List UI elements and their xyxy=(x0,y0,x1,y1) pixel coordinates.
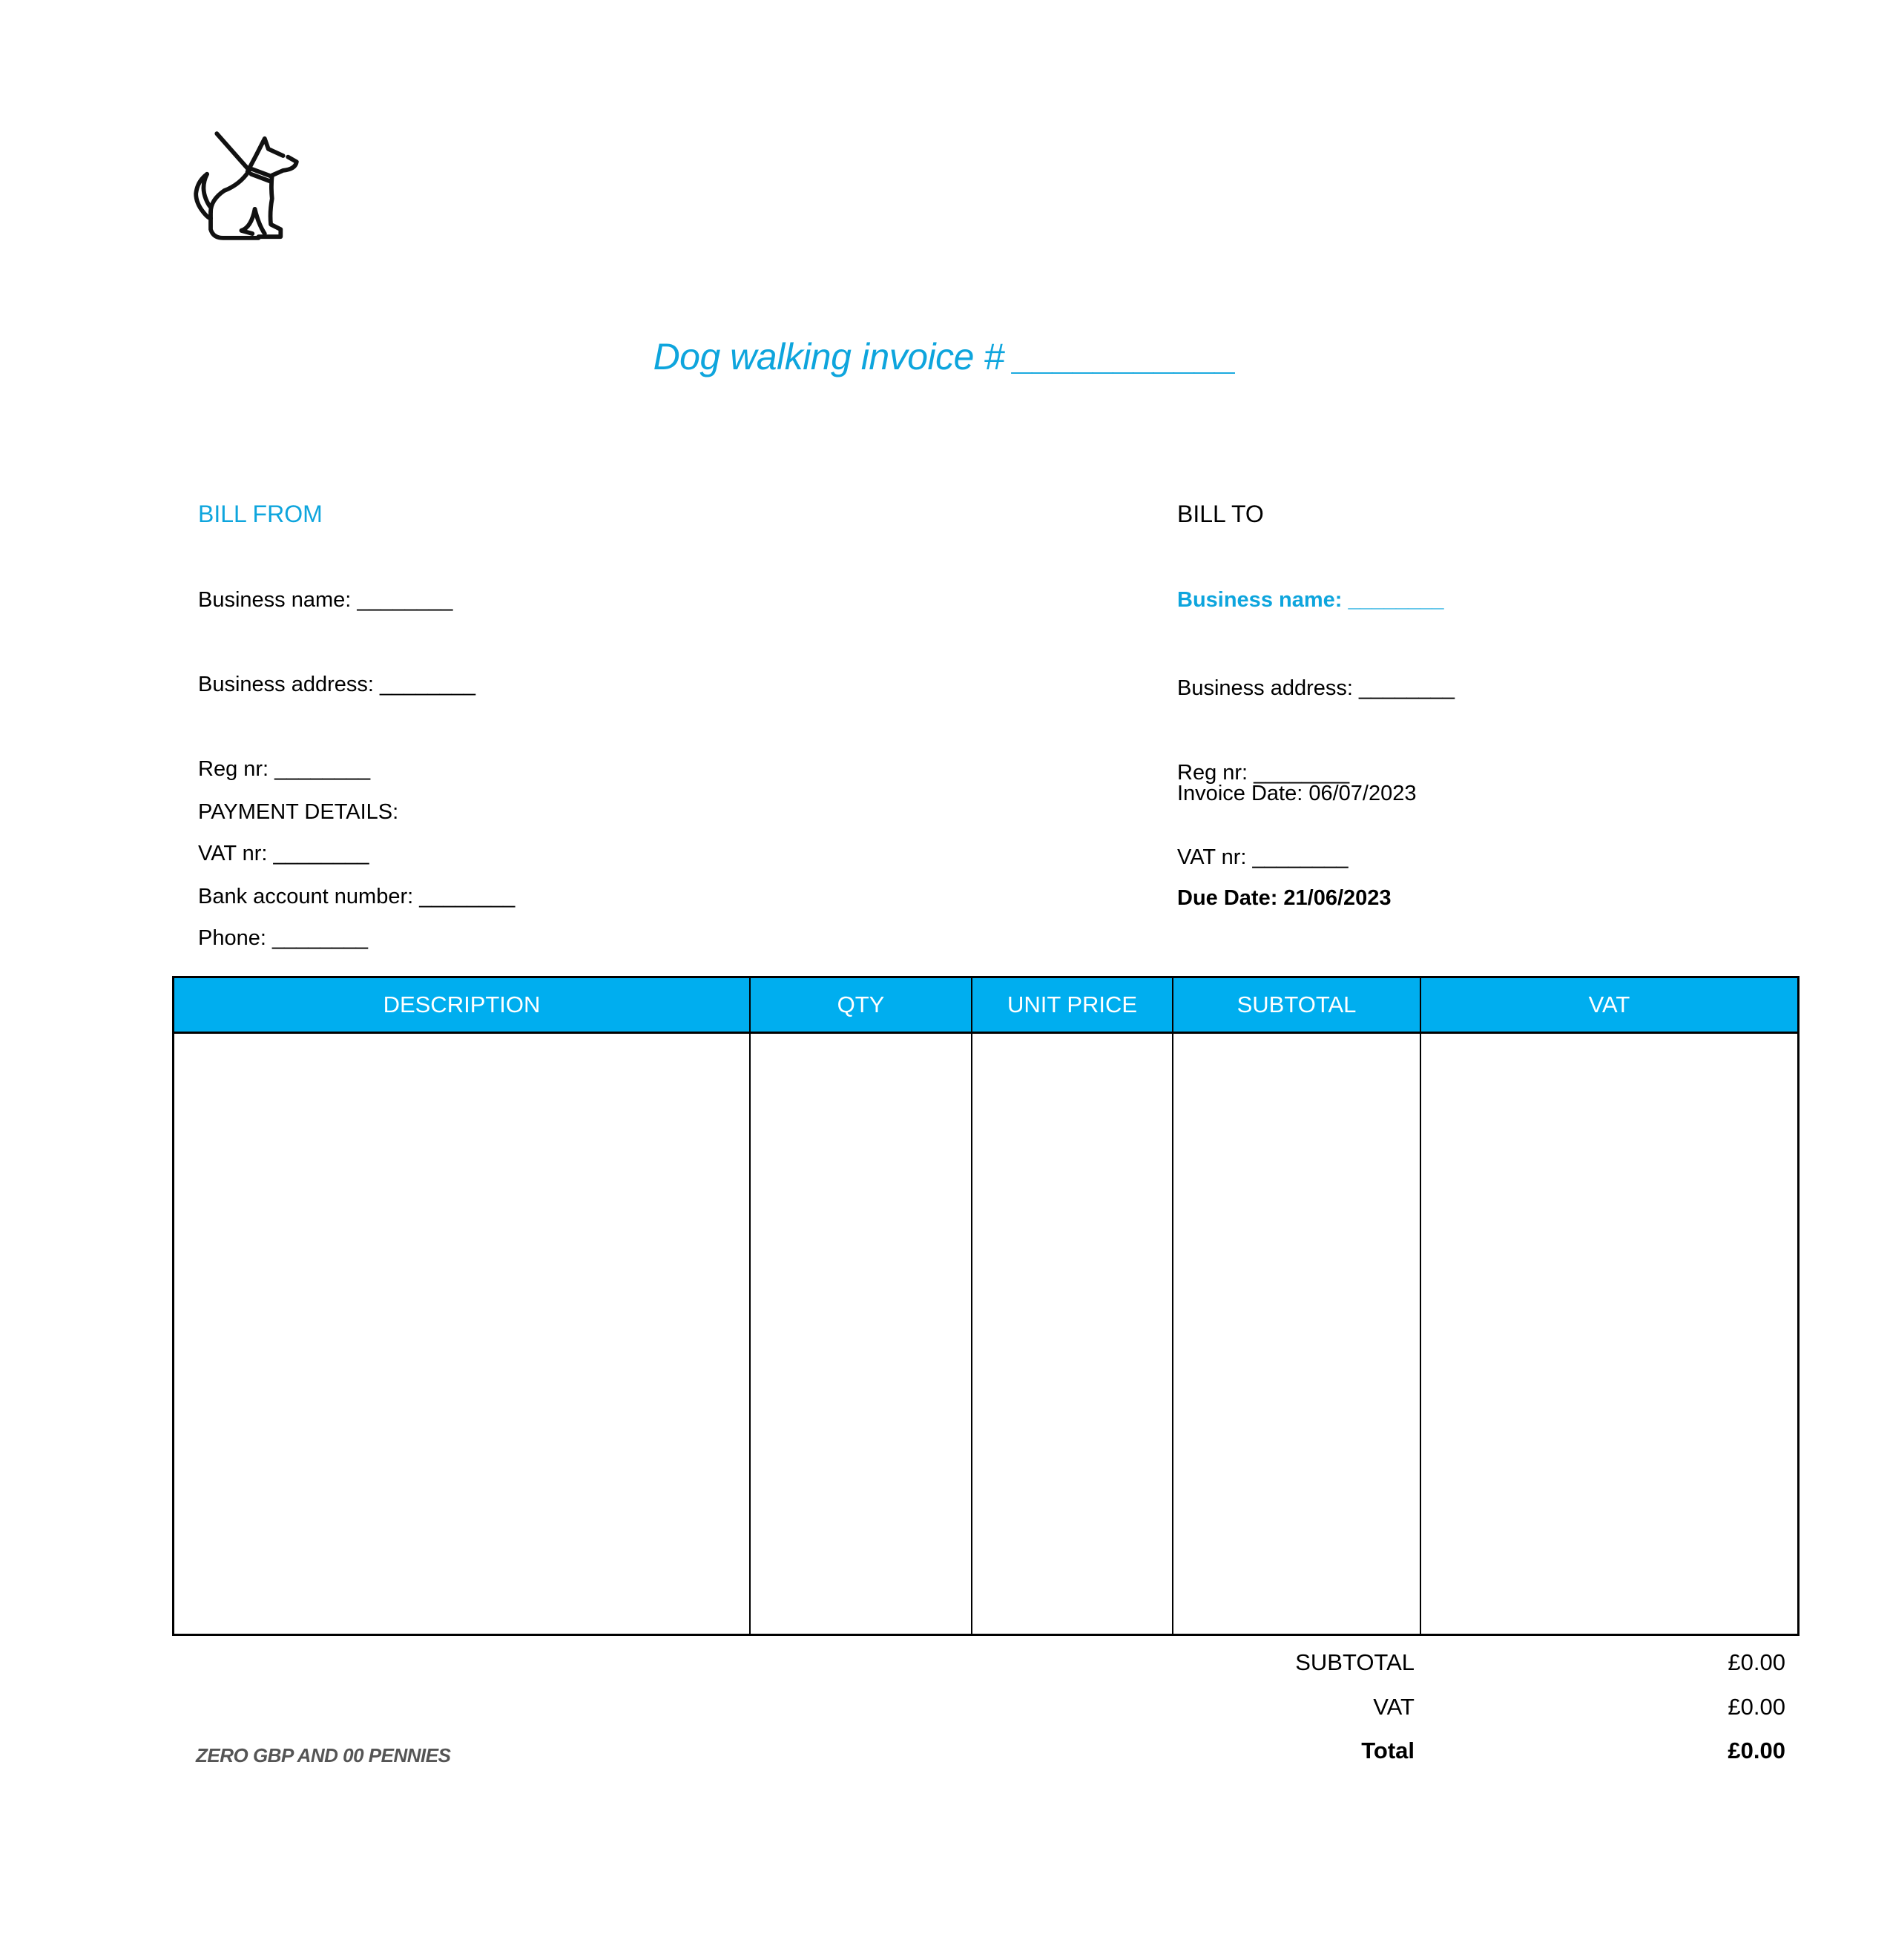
column-header-vat: VAT xyxy=(1588,991,1630,1017)
column-header-unit-price: UNIT PRICE xyxy=(1007,991,1138,1017)
line-items-table xyxy=(172,976,1800,1636)
payment-details-section xyxy=(198,742,515,939)
column-divider xyxy=(971,978,972,1634)
column-header-qty: QTY xyxy=(837,991,885,1017)
bill-to-reg-nr[interactable]: Reg nr: ________ xyxy=(1177,761,1350,785)
vat-label: VAT xyxy=(1373,1694,1415,1720)
subtotal-value: £0.00 xyxy=(1728,1649,1785,1675)
invoice-title: Dog walking invoice # ___________ xyxy=(653,336,1237,377)
bank-account-number[interactable]: Bank account number: ________ xyxy=(198,885,516,908)
payment-details-heading: PAYMENT DETAILS: xyxy=(198,800,399,824)
dates-section xyxy=(1177,707,1416,951)
bill-to-business-address[interactable]: Business address: ________ xyxy=(1177,676,1455,700)
bill-from-reg-nr[interactable]: Reg nr: ________ xyxy=(198,757,371,781)
dog-on-leash-icon xyxy=(178,120,315,255)
total-label: Total xyxy=(1361,1738,1415,1763)
column-header-description: DESCRIPTION xyxy=(383,991,541,1017)
total-value: £0.00 xyxy=(1728,1738,1785,1763)
bill-from-business-address[interactable]: Business address: ________ xyxy=(198,673,476,696)
bill-from-heading: BILL FROM xyxy=(198,501,323,527)
subtotal-label: SUBTOTAL xyxy=(1295,1649,1415,1675)
column-divider xyxy=(749,978,751,1634)
bill-from-phone[interactable]: Phone: ________ xyxy=(198,926,368,950)
column-header-subtotal: SUBTOTAL xyxy=(1237,991,1357,1017)
vat-value: £0.00 xyxy=(1728,1694,1785,1720)
bill-to-heading: BILL TO xyxy=(1177,501,1264,527)
bill-to-vat-nr[interactable]: VAT nr: ________ xyxy=(1177,845,1349,869)
bill-from-business-name[interactable]: Business name: ________ xyxy=(198,588,453,612)
bill-from-vat-nr[interactable]: VAT nr: ________ xyxy=(198,842,369,865)
column-divider xyxy=(1172,978,1173,1634)
bill-to-business-name[interactable]: Business name: ________ xyxy=(1177,588,1444,612)
due-date[interactable]: Due Date: 21/06/2023 xyxy=(1177,886,1392,910)
amount-in-words: ZERO GBP AND 00 PENNIES xyxy=(196,1744,451,1766)
column-divider xyxy=(1420,978,1421,1634)
invoice-date[interactable]: Invoice Date: 06/07/2023 xyxy=(1177,782,1417,805)
